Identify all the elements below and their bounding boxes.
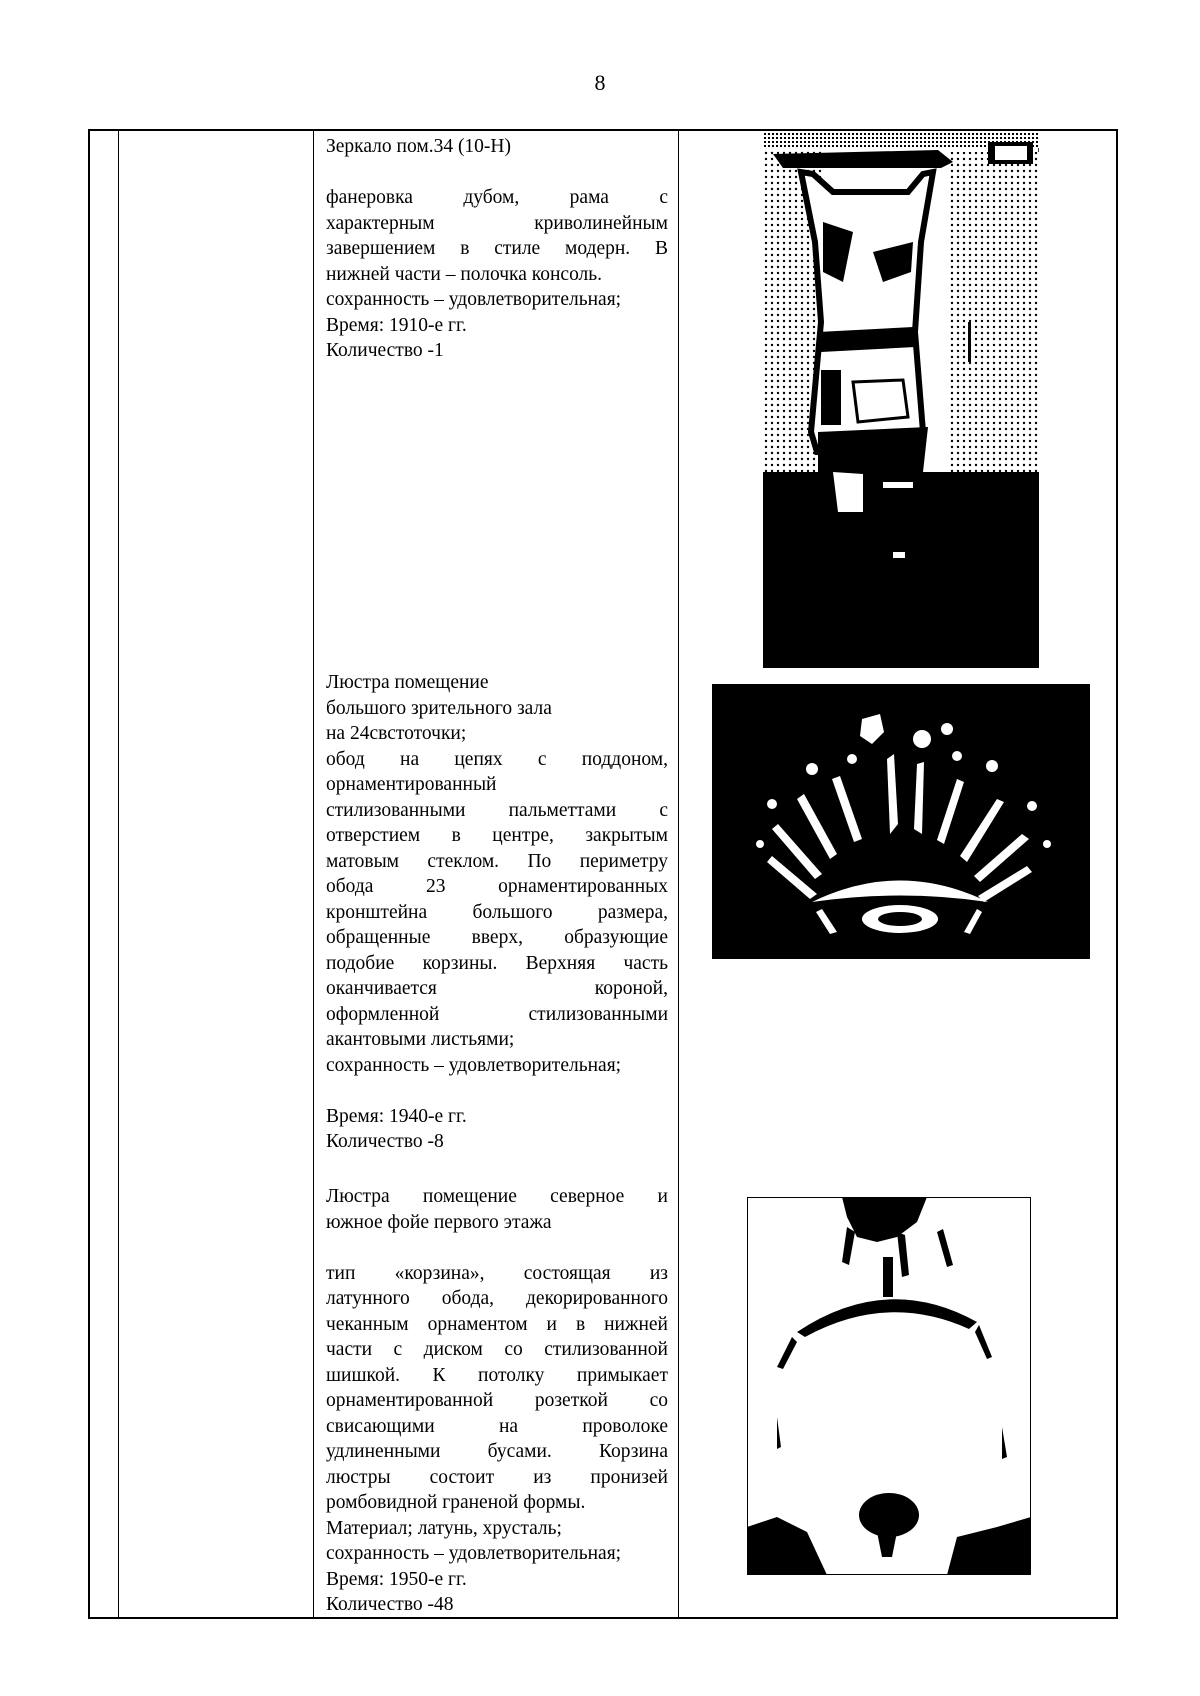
column-divider: [118, 131, 119, 1617]
description-line: Люстра помещение северное и: [326, 1186, 668, 1207]
description-line: свисающими на проволоке: [326, 1415, 668, 1437]
description-line: Время: 1910-е гг.: [326, 314, 467, 336]
description-line: кронштейна большого размера,: [326, 901, 668, 923]
description-line: завершением в стиле модерн. В: [326, 238, 668, 259]
description-line: Время: 1940-е гг.: [326, 1105, 467, 1127]
description-line: сохранность – удовлетворительная;: [326, 1054, 622, 1076]
description-line: оформленной стилизованными: [326, 1003, 668, 1025]
description-line: орнаментированный: [326, 774, 497, 795]
description-line: части с диском со стилизованной: [326, 1339, 668, 1360]
description-line: обода 23 орнаментированных: [326, 876, 668, 897]
item-description-mirror: [326, 134, 668, 364]
description-line: нижней части – полочка консоль.: [326, 263, 603, 285]
description-line: [326, 160, 668, 186]
description-line: Количество -48: [326, 1594, 454, 1615]
description-line: шишкой. К потолку примыкает: [326, 1364, 668, 1386]
description-line: чеканным орнаментом и в нижней: [326, 1313, 668, 1335]
description-line: Материал; латунь, хрусталь;: [326, 1517, 562, 1539]
description-line: латунного обода, декорированного: [326, 1288, 668, 1309]
description-line: орнаментированной розеткой со: [326, 1390, 668, 1411]
description-line: акантовыми листьями;: [326, 1029, 515, 1050]
description-line: Количество -8: [326, 1131, 444, 1152]
description-line: Люстра помещение: [326, 672, 489, 693]
description-line: южное фойе первого этажа: [326, 1211, 552, 1233]
inventory-table: [88, 129, 1118, 1619]
description-line: матовым стеклом. По периметру: [326, 850, 668, 872]
description-line: обод на цепях с поддоном,: [326, 748, 668, 770]
description-line: подобие корзины. Верхняя часть: [326, 952, 668, 974]
description-line: сохранность – удовлетворительная;: [326, 1543, 622, 1564]
description-line: [326, 1078, 668, 1104]
chandelier-foyer-photo: [747, 1197, 1031, 1575]
item-description-chandelier-hall: [326, 670, 668, 1155]
description-line: оканчивается короной,: [326, 978, 668, 999]
description-line: фанеровка дубом, рама с: [326, 187, 668, 208]
description-line: отверстием в центре, закрытым: [326, 825, 668, 846]
column-divider: [313, 131, 314, 1617]
description-line: удлиненными бусами. Корзина: [326, 1441, 668, 1462]
description-line: [326, 1235, 668, 1261]
description-line: характерным криволинейным: [326, 212, 668, 234]
description-line: большого зрительного зала: [326, 697, 552, 719]
description-line: люстры состоит из пронизей: [326, 1466, 668, 1488]
page-number: 8: [594, 70, 606, 95]
description-line: стилизованными пальметтами с: [326, 799, 668, 821]
description-line: Зеркало пом.34 (10-Н): [326, 136, 512, 157]
chandelier-hall-photo: [712, 684, 1090, 959]
description-line: тип «корзина», состоящая из: [326, 1262, 668, 1284]
description-line: на 24свстоточки;: [326, 723, 467, 744]
description-line: Время: 1950-е гг.: [326, 1568, 467, 1590]
column-divider: [678, 131, 679, 1617]
description-line: ромбовидной граненой формы.: [326, 1492, 586, 1513]
description-line: обращенные вверх, образующие: [326, 927, 668, 948]
mirror-photo: [763, 132, 1039, 668]
item-description-chandelier-foyer: [326, 1184, 668, 1618]
description-line: сохранность – удовлетворительная;: [326, 289, 622, 310]
description-line: Количество -1: [326, 340, 444, 361]
